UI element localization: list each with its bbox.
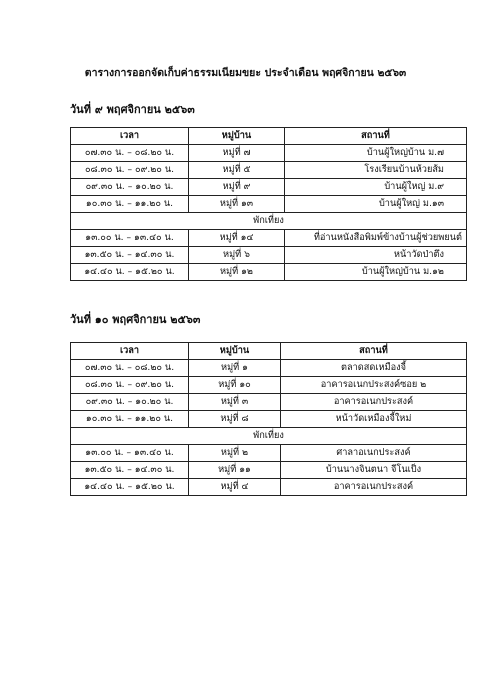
table-row <box>71 377 467 394</box>
cell-village: หมู่ที่ ๑๓ <box>189 196 285 213</box>
cell-place: บ้านผู้ใหญ่บ้าน ม.๗ <box>285 145 467 162</box>
table-row <box>71 179 467 196</box>
table-row <box>71 145 467 162</box>
cell-time: ๑๔.๔๐ น. – ๑๕.๒๐ น. <box>71 479 189 496</box>
cell-place: ศาลาอเนกประสงค์ <box>281 445 467 462</box>
header-place: สถานที่ <box>281 343 467 360</box>
cell-time: ๐๘.๓๐ น. – ๐๙.๒๐ น. <box>71 377 189 394</box>
lunch-break-label: พักเที่ยง <box>71 428 467 445</box>
header-time: เวลา <box>71 343 189 360</box>
table-header-row <box>71 128 467 145</box>
date-heading-2: วันที่ ๑๐ พฤศจิกายน ๒๕๖๓ <box>70 313 201 326</box>
cell-village: หมู่ที่ ๓ <box>189 394 281 411</box>
header-time: เวลา <box>71 128 189 145</box>
cell-place: อาคารอเนกประสงค์ <box>281 394 467 411</box>
schedule-table-1 <box>70 127 467 281</box>
cell-time: ๐๗.๓๐ น. – ๐๘.๒๐ น. <box>71 360 189 377</box>
cell-time: ๑๐.๓๐ น. – ๑๑.๒๐ น. <box>71 196 189 213</box>
table-row <box>71 264 467 281</box>
cell-village: หมู่ที่ ๗ <box>189 145 285 162</box>
cell-time: ๑๓.๐๐ น. – ๑๓.๔๐ น. <box>71 445 189 462</box>
table-row <box>71 360 467 377</box>
cell-time: ๑๓.๕๐ น. – ๑๔.๓๐ น. <box>71 247 189 264</box>
cell-time: ๐๘.๓๐ น. – ๐๙.๒๐ น. <box>71 162 189 179</box>
table-row <box>71 394 467 411</box>
cell-village: หมู่ที่ ๒ <box>189 445 281 462</box>
cell-place: อาคารอเนกประสงค์ <box>281 479 467 496</box>
table-row <box>71 462 467 479</box>
cell-village: หมู่ที่ ๕ <box>189 162 285 179</box>
cell-place: ที่อ่านหนังสือพิมพ์ข้างบ้านผู้ช่วยพยนต์ <box>285 230 467 247</box>
table-header-row <box>71 343 467 360</box>
cell-time: ๑๐.๓๐ น. – ๑๑.๒๐ น. <box>71 411 189 428</box>
table-row <box>71 196 467 213</box>
cell-place: บ้านผู้ใหญ่ ม.๙ <box>285 179 467 196</box>
cell-place: บ้านนางจินตนา จีโนเป็ง <box>281 462 467 479</box>
cell-place: ตลาดสดเหมืองจี้ <box>281 360 467 377</box>
cell-time: ๐๗.๓๐ น. – ๐๘.๒๐ น. <box>71 145 189 162</box>
cell-time: ๐๙.๓๐ น. – ๑๐.๒๐ น. <box>71 179 189 196</box>
cell-place: หน้าวัดป่าตึง <box>285 247 467 264</box>
cell-time: ๑๓.๐๐ น. – ๑๓.๔๐ น. <box>71 230 189 247</box>
break-row <box>71 213 467 230</box>
cell-time: ๑๓.๕๐ น. – ๑๔.๓๐ น. <box>71 462 189 479</box>
cell-village: หมู่ที่ ๑๑ <box>189 462 281 479</box>
cell-village: หมู่ที่ ๔ <box>189 479 281 496</box>
cell-village: หมู่ที่ ๖ <box>189 247 285 264</box>
table-row <box>71 247 467 264</box>
header-place: สถานที่ <box>285 128 467 145</box>
cell-time: ๐๙.๓๐ น. – ๑๐.๒๐ น. <box>71 394 189 411</box>
schedule-table-2 <box>70 342 467 496</box>
cell-village: หมู่ที่ ๘ <box>189 411 281 428</box>
date-heading-1: วันที่ ๙ พฤศจิกายน ๒๕๖๓ <box>70 103 195 116</box>
cell-place: อาคารอเนกประสงค์ซอย ๒ <box>281 377 467 394</box>
cell-time: ๑๔.๔๐ น. – ๑๕.๒๐ น. <box>71 264 189 281</box>
cell-village: หมู่ที่ ๑๒ <box>189 264 285 281</box>
document-title: ตารางการออกจัดเก็บค่าธรรมเนียมขยะ ประจำเดือน พฤศจิกายน ๒๕๖๓ <box>84 67 407 79</box>
cell-place: หน้าวัดเหมืองจี้ใหม่ <box>281 411 467 428</box>
table-row <box>71 230 467 247</box>
cell-village: หมู่ที่ ๙ <box>189 179 285 196</box>
cell-place: บ้านผู้ใหญ่บ้าน ม.๑๒ <box>285 264 467 281</box>
cell-place: โรงเรียนบ้านห้วยส้ม <box>285 162 467 179</box>
cell-village: หมู่ที่ ๑๐ <box>189 377 281 394</box>
cell-place: บ้านผู้ใหญ่ ม.๑๓ <box>285 196 467 213</box>
cell-village: หมู่ที่ ๑๔ <box>189 230 285 247</box>
table-row <box>71 445 467 462</box>
cell-village: หมู่ที่ ๑ <box>189 360 281 377</box>
table-row <box>71 411 467 428</box>
break-row <box>71 428 467 445</box>
table-row <box>71 162 467 179</box>
header-village: หมู่บ้าน <box>189 343 281 360</box>
lunch-break-label: พักเที่ยง <box>71 213 467 230</box>
table-row <box>71 479 467 496</box>
header-village: หมู่บ้าน <box>189 128 285 145</box>
